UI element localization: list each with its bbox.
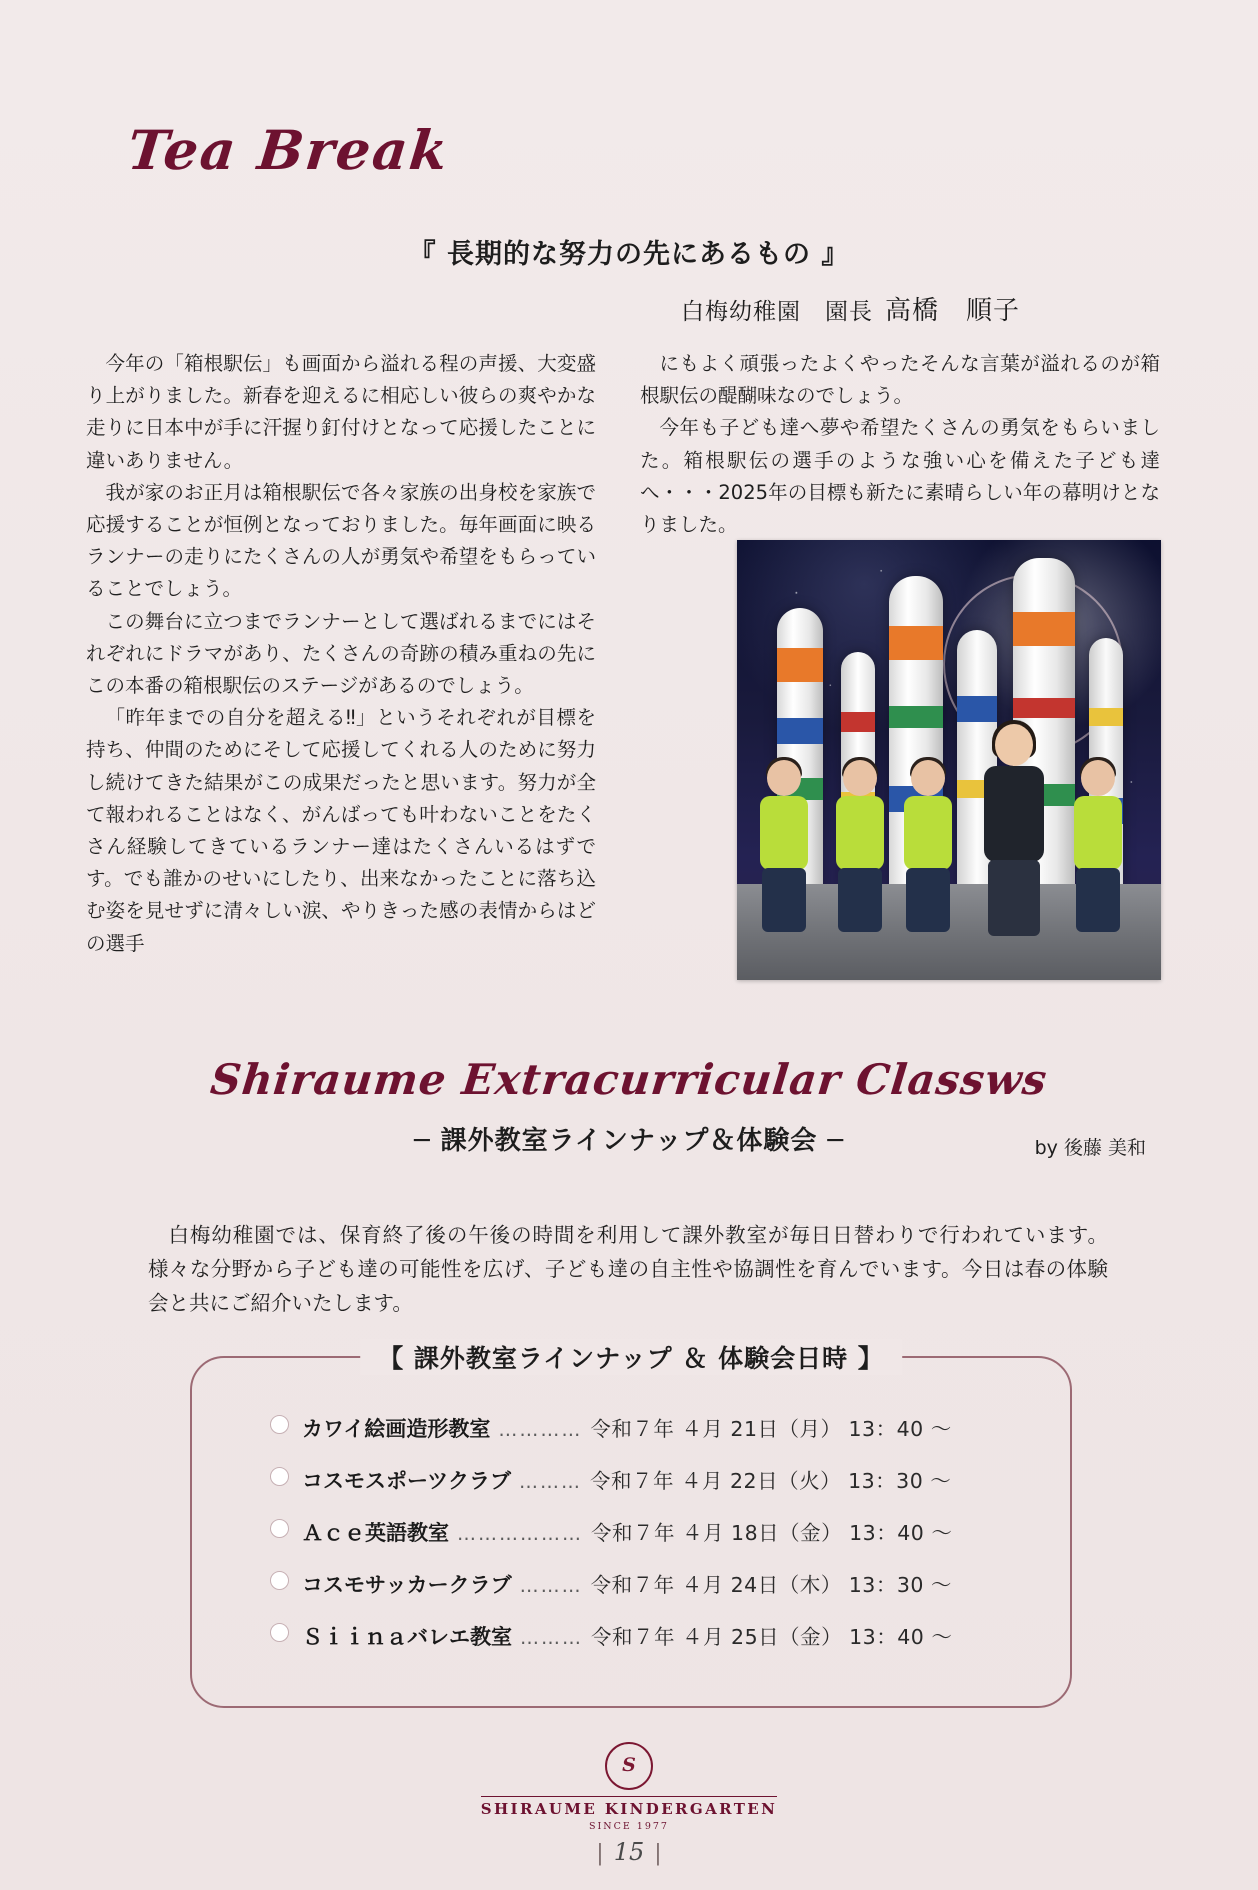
photo-child	[897, 760, 959, 936]
bullet-icon	[270, 1571, 289, 1590]
lineup-box-title: 【 課外教室ラインナップ ＆ 体験会日時 】	[360, 1339, 902, 1375]
paragraph: この舞台に立つまでランナーとして選ばれるまでにはそれぞれにドラマがあり、たくさんの奇跡の積み重ねの先にこの本番の箱根駅伝のステージがあるのでしょう。	[86, 609, 596, 698]
kindergarten-name: SHIRAUME KINDERGARTEN	[481, 1796, 778, 1818]
class-date: 令和７年 ４月 21日（月） 13：40 〜	[590, 1417, 952, 1441]
extracurricular-byline: by 後藤 美和	[1034, 1137, 1146, 1159]
class-name: コスモスポーツクラブ	[302, 1469, 511, 1493]
lineup-box	[190, 1344, 1072, 1708]
class-date: 令和７年 ４月 22日（火） 13：30 〜	[589, 1469, 952, 1493]
paragraph: 今年も子ども達へ夢や希望たくさんの勇気をもらいました。箱根駅伝の選手のような強い心を備えた子ども達へ・・・2025年の目標も新たに素晴らしい年の幕明けとなりました。	[640, 416, 1160, 537]
list-item[interactable]	[270, 1464, 1030, 1516]
kindergarten-monogram-icon: S	[605, 1742, 653, 1790]
bullet-icon	[270, 1519, 289, 1538]
paragraph: 今年の「箱根駅伝」も画面から溢れる程の声援、大変盛り上がりました。新春を迎えるに相応しい彼らの爽やかな走りに日本中が手に汗握り釘付けとなって応援したことに違いありません。	[86, 352, 596, 472]
photo-child	[829, 760, 891, 936]
bullet-icon	[270, 1623, 289, 1642]
page-number: | 15 |	[596, 1838, 662, 1866]
article-photo	[737, 540, 1161, 980]
article-byline	[681, 290, 1020, 327]
photo-child	[1067, 760, 1129, 936]
footer-logo	[0, 1742, 1258, 1832]
tea-break-heading: Tea Break	[124, 118, 453, 182]
leader-dots: ………………	[457, 1523, 583, 1545]
extracurricular-intro	[148, 1218, 1108, 1320]
list-item[interactable]	[270, 1568, 1030, 1620]
photo-adult	[975, 724, 1053, 936]
paragraph: 「昨年までの自分を超える‼」というそれぞれが目標を持ち、仲間のためにそして応援してくれる人のために努力し続けてきた結果がこの成果だったと思います。努力が全て報われることはなく、がんばっても叶わないことをたくさん経験してきているランナー達はたくさんいるはずです。でも誰かのせいにしたり、出来なかったことに落ち込む姿を見せずに清々しい涙、やりきった感の表情からはどの選手	[86, 706, 596, 955]
extracurricular-heading: Shiraume Extracurricular Classws	[208, 1055, 1050, 1104]
class-name: Ａｃｅ英語教室	[302, 1521, 449, 1545]
class-date: 令和７年 ４月 24日（木） 13：30 〜	[590, 1573, 952, 1597]
paragraph: にもよく頑張ったよくやったそんな言葉が溢れるのが箱根駅伝の醍醐味なのでしょう。	[640, 352, 1160, 408]
leader-dots: …………	[498, 1419, 583, 1441]
article-title: 『 長期的な努力の先にあるもの 』	[408, 239, 850, 270]
lineup-list	[270, 1412, 1030, 1672]
paragraph: 白梅幼稚園では、保育終了後の午後の時間を利用して課外教室が毎日日替わりで行われています。様々な分野から子ども達の可能性を広げ、子ども達の自主性や協調性を育んでいます。今日は春の体験会と共にご紹介いたします。	[148, 1223, 1108, 1315]
kindergarten-since: SINCE 1977	[589, 1821, 669, 1832]
bullet-icon	[270, 1415, 289, 1434]
article-column-left	[86, 348, 596, 960]
list-item[interactable]	[270, 1620, 1030, 1672]
photo-child	[753, 760, 815, 936]
leader-dots: ………	[520, 1627, 583, 1649]
article-byline-affiliation: 白梅幼稚園 園長	[680, 299, 873, 325]
paragraph: 我が家のお正月は箱根駅伝で各々家族の出身校を家族で応援することが恒例となっておりました。毎年画面に映るランナーの走りにたくさんの人が勇気や希望をもらっていることでしょう。	[86, 480, 596, 601]
article-column-right	[640, 348, 1160, 541]
leader-dots: ………	[519, 1575, 583, 1597]
page-number-value: 15	[613, 1838, 645, 1866]
list-item[interactable]	[270, 1412, 1030, 1464]
article-byline-name: 高橋 順子	[884, 296, 1020, 326]
leader-dots: ………	[518, 1471, 582, 1493]
bullet-icon	[270, 1467, 289, 1486]
class-name: コスモサッカークラブ	[302, 1573, 512, 1597]
list-item[interactable]	[270, 1516, 1030, 1568]
class-date: 令和７年 ４月 25日（金） 13：40 〜	[591, 1625, 953, 1649]
class-name: カワイ絵画造形教室	[302, 1417, 491, 1441]
class-name: Ｓｉｉｎａバレエ教室	[302, 1625, 512, 1649]
extracurricular-subheading: ─ 課外教室ラインナップ＆体験会 ─	[413, 1126, 845, 1156]
class-date: 令和７年 ４月 18日（金） 13：40 〜	[591, 1521, 953, 1545]
